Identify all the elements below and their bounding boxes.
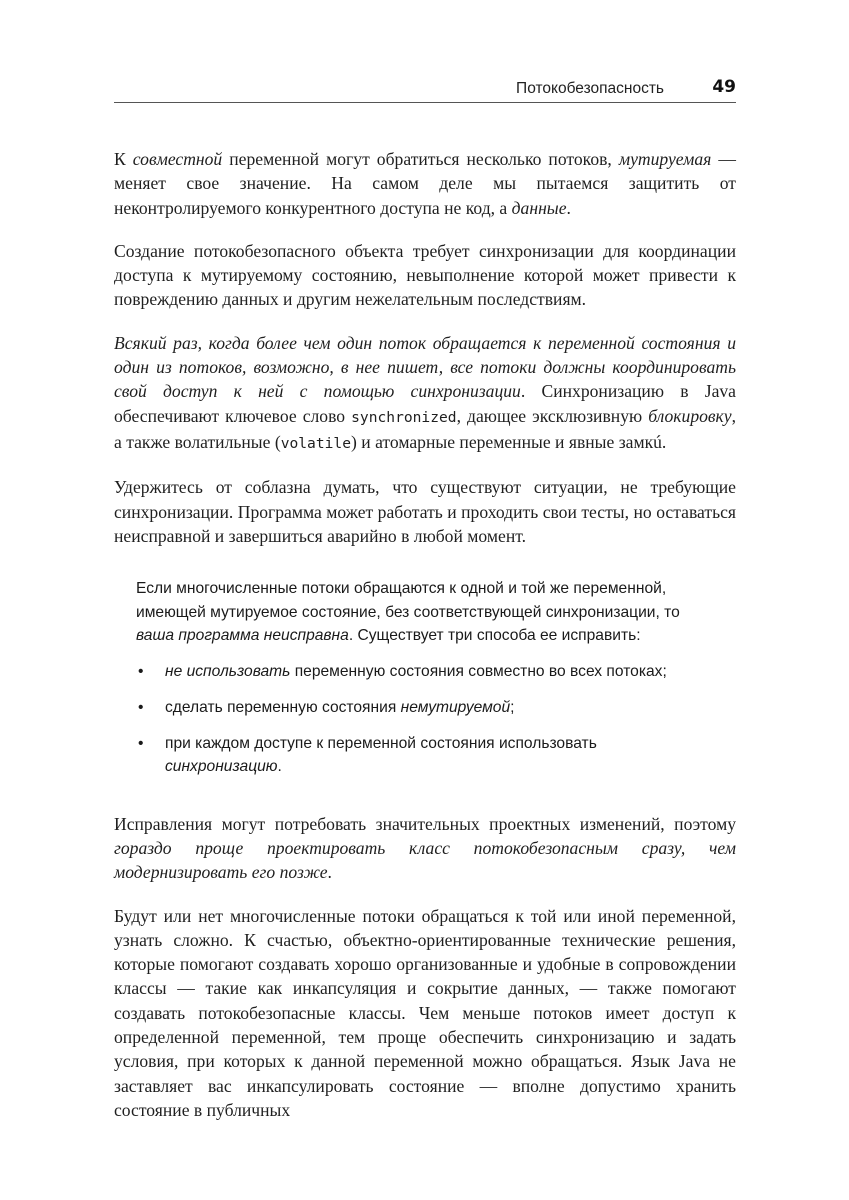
p3-text-1: . Синхронизацию в Java обеспечивают ключевое слово (114, 381, 736, 426)
bullet-icon: • (138, 734, 144, 752)
running-head-title: Потокобезопасность (516, 80, 664, 97)
callout-em-broken: ваша программа неисправна (136, 627, 349, 645)
p1-em-shared: совместной (132, 149, 223, 169)
p5-text-2: . (327, 862, 332, 883)
list-item (136, 696, 716, 720)
bullet-icon: • (138, 698, 144, 716)
callout-text-1: Если многочисленные потоки обращаются к одной и той же переменной, имеющей мутируемое состояние, без соответствующей синхронизации, то (136, 580, 680, 621)
code-synchronized: synchronized (351, 408, 457, 426)
p1-text-2: переменной могут обратиться несколько потоков, (222, 149, 619, 169)
paragraph-encapsulation: Будут или нет многочисленные потоки обращаться к той или иной переменной, узнать сложно. К счастью, объектно-ориентированные технические решения, которые помогают создавать хорошо организованные и удобные в сопровождении классы — такие как инкапсуляция и сокрытие данных, — также помогают создавать потокобезопасные классы. Чем меньше потоков имеет доступ к определенной переменной, тем проще обеспечить синхронизацию и задать условия, при которых к данной переменной можно обращаться. Язык Java не заставляет вас инкапсулировать состояние — вполне допустимо хранить состояние в публичных (114, 905, 736, 1120)
p1-em-data: данные (511, 197, 567, 218)
p3-em-lock: блокировку (648, 405, 732, 426)
paragraph-shared-mutable (114, 147, 736, 220)
bullet-1-em: не использовать (165, 662, 291, 680)
callout-box (136, 577, 716, 779)
p1-text-3: — меняет свое значение. На самом деле мы пытаемся защитить от неконтролируемого конкурентного доступа не код, а (114, 149, 736, 218)
paragraph-sync-requirement: Создание потокобезопасного объекта требует синхронизации для координации доступа к мутируемому состоянию, невыполнение которой может привести к повреждению данных и другим нежелательным последствиям. (114, 240, 736, 310)
p5-text-1: Исправления могут потребовать значительных проектных изменений, поэтому (114, 813, 736, 834)
paragraph-temptation: Удержитесь от соблазна думать, что существуют ситуации, не требующие синхронизации. Программа может работать и проходить свои тесты, но оставаться неисправной и завершиться аварийно в любой момент. (114, 477, 736, 546)
p3-text-4: ) и атомарные переменные и явные замкú. (351, 431, 667, 452)
page-header (114, 76, 736, 103)
fix-options-list (136, 660, 716, 779)
callout-text-2: . Существует три способа ее исправить: (348, 627, 641, 645)
p3-em-rule: Всякий раз, когда более чем один поток обращается к переменной состояния и один из потоков, возможно, в нее пишет, все потоки должны координировать свой доступ к ней с помощью синхронизации (114, 332, 736, 402)
list-item (136, 732, 716, 779)
bullet-3-text: при каждом доступе к переменной состояния использовать (165, 734, 597, 752)
bullet-2-text: сделать переменную состояния (165, 698, 401, 716)
bullet-2-em: немутируемой (400, 698, 511, 716)
callout-intro (136, 577, 716, 648)
p3-text-2: , дающее эксклюзивную (456, 405, 649, 426)
bullet-2-end: ; (510, 698, 515, 716)
page-number: 49 (712, 77, 736, 97)
p5-em-design: гораздо проще проектировать класс потокобезопасным сразу, чем модернизировать его позже (114, 837, 736, 883)
list-item (136, 660, 716, 684)
page-body (114, 147, 736, 1141)
paragraph-sync-rule (114, 331, 736, 456)
p1-text-4: . (566, 197, 571, 218)
bullet-3-em: синхронизацию (165, 758, 278, 776)
p1-em-mutable: мутируемая (618, 149, 712, 169)
code-volatile: volatile (280, 434, 351, 452)
p1-text-1: К (114, 149, 133, 169)
p3-text-3: , а также волатильные ( (114, 405, 736, 452)
paragraph-fixes (114, 812, 736, 885)
bullet-icon: • (138, 662, 144, 680)
bullet-3-end: . (277, 758, 282, 776)
bullet-1-text: переменную состояния совместно во всех потоках; (290, 662, 667, 680)
